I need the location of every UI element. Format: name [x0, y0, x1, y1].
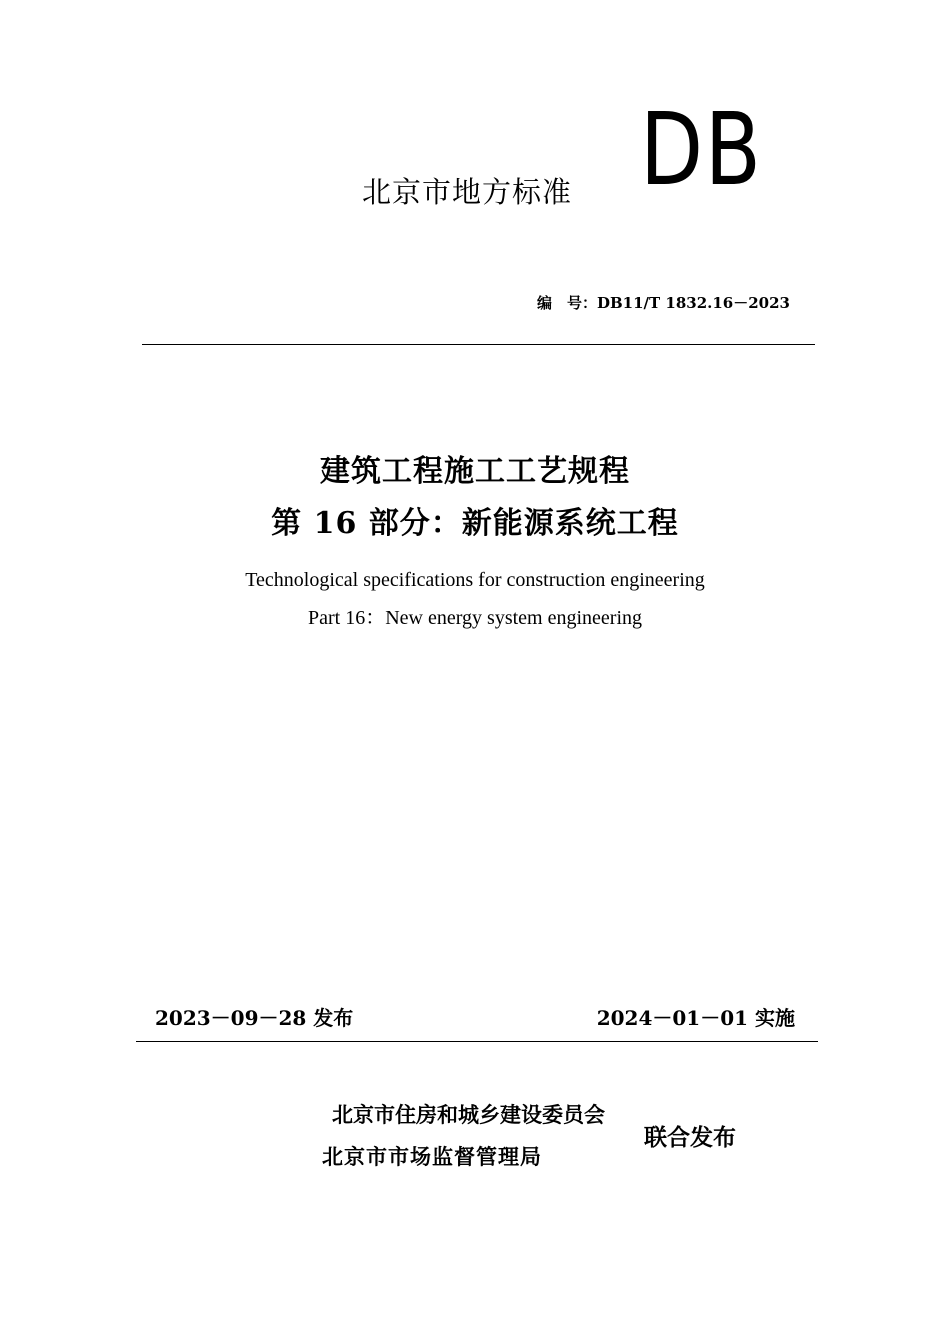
- title-en-line1: Technological specifications for construction engineering: [245, 569, 705, 591]
- top-divider: [142, 344, 815, 345]
- title-en-line2: Part 16：New energy system engineering: [308, 607, 642, 629]
- bottom-divider: [136, 1041, 818, 1042]
- issue-date: 2023－09－28 发布: [155, 1006, 354, 1030]
- title-zh-line1: 建筑工程施工工艺规程: [320, 454, 630, 489]
- implementation-date: 2024－01－01 实施: [596, 1006, 795, 1030]
- issuer-housing-commission: 北京市住房和城乡建设委员会: [332, 1103, 605, 1127]
- db-mark: DB: [640, 91, 763, 208]
- joint-release-label: 联合发布: [644, 1125, 736, 1151]
- local-standard-label: 北京市地方标准: [362, 175, 573, 209]
- standard-number: 编 号：DB11/T 1832.16－2023: [536, 294, 790, 312]
- title-zh-line2: 第 16 部分：新能源系统工程: [271, 506, 679, 541]
- issuer-market-supervision: 北京市市场监督管理局: [322, 1145, 542, 1169]
